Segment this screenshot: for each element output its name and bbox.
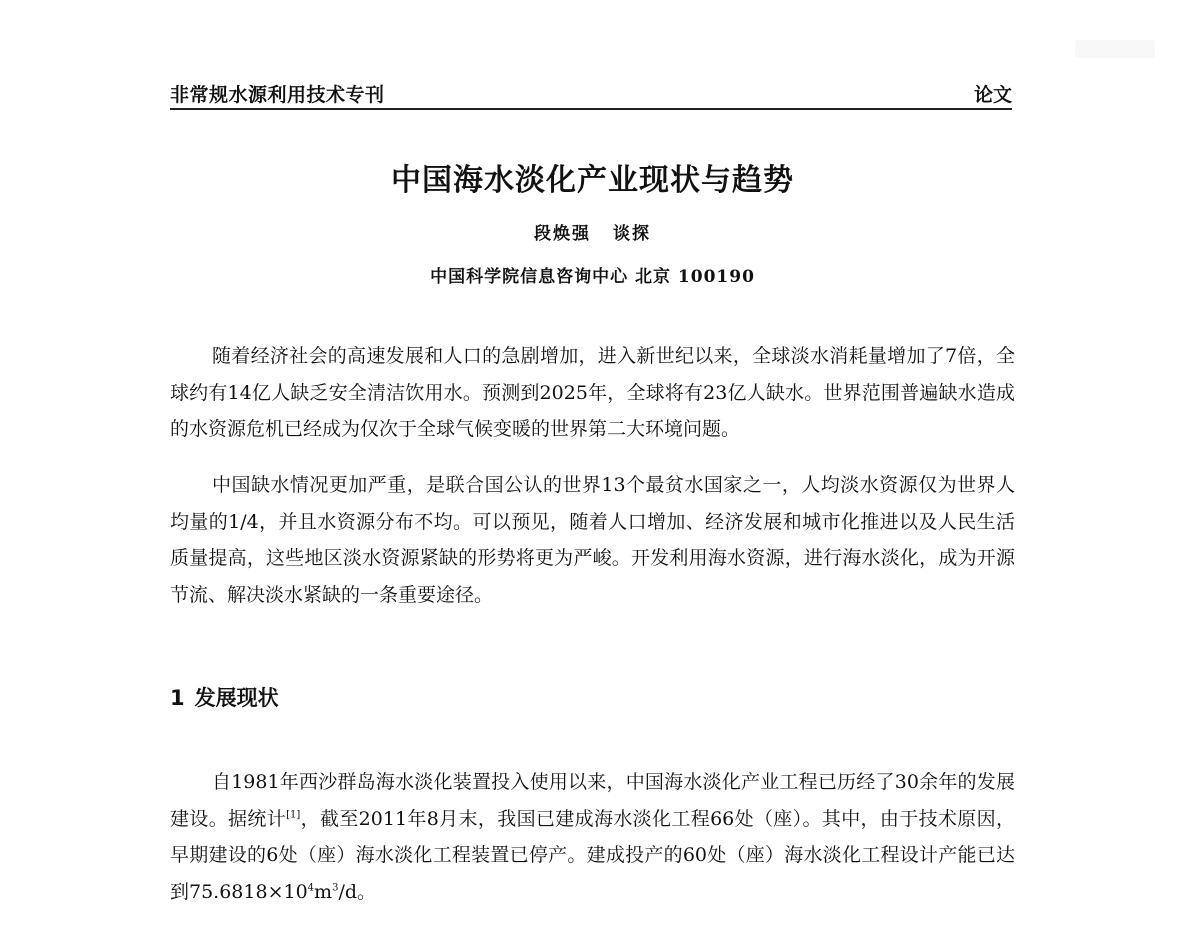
running-header bbox=[170, 80, 1012, 110]
scan-mark bbox=[1075, 40, 1155, 58]
section-1-paragraph bbox=[170, 764, 1015, 910]
unit-exponent: 3 bbox=[332, 882, 339, 894]
citation-ref[interactable]: [1] bbox=[286, 809, 301, 821]
article-authors: 段焕强 谈探 bbox=[534, 224, 651, 244]
section-heading-1 bbox=[170, 682, 279, 712]
article-title: 中国海水淡化产业现状与趋势 bbox=[391, 163, 794, 198]
section-title: 发展现状 bbox=[194, 686, 279, 710]
section-number: 1 bbox=[170, 686, 185, 710]
body-paragraph-1: 随着经济社会的高速发展和人口的急剧增加，进入新世纪以来，全球淡水消耗量增加了7倍，全球约有14亿人缺乏安全清洁饮用水。预测到2025年，全球将有23亿人缺水。世界范围普遍缺水造成的水资源危机已经成为仅次于全球气候变暖的世界第二大环境问题。 bbox=[170, 345, 1015, 440]
journal-name: 非常规水源利用技术专刊 bbox=[170, 84, 385, 106]
p3-text-part-2: ，截至2011年8月末，我国已建成海水淡化工程66处（座）。其中，由于技术原因，早期建设的6处（座）海水淡化工程装置已停产。建成投产的60处（座）海水淡化工程设计产能已达到75.6818×10 bbox=[170, 807, 1015, 903]
p3-text-part-1: 自1981年西沙群岛海水淡化装置投入使用以来，中国海水淡化产业工程已历经了30余年的发展建设。据统计 bbox=[170, 771, 1015, 830]
exponent: 4 bbox=[307, 882, 315, 894]
body-paragraph-2: 中国缺水情况更加严重，是联合国公认的世界13个最贫水国家之一，人均淡水资源仅为世界人均量的1/4，并且水资源分布不均。可以预见，随着人口增加、经济发展和城市化推进以及人民生活质量提高，这些地区淡水资源紧缺的形势将更为严峻。开发利用海水资源，进行海水淡化，成为开源节流、解决淡水紧缺的一条重要途径。 bbox=[170, 474, 1015, 606]
author-affiliation: 中国科学院信息咨询中心 北京 100190 bbox=[430, 267, 755, 287]
p3-text-end: /d。 bbox=[338, 880, 377, 903]
article-category: 论文 bbox=[973, 84, 1012, 106]
unit: m bbox=[314, 880, 333, 903]
